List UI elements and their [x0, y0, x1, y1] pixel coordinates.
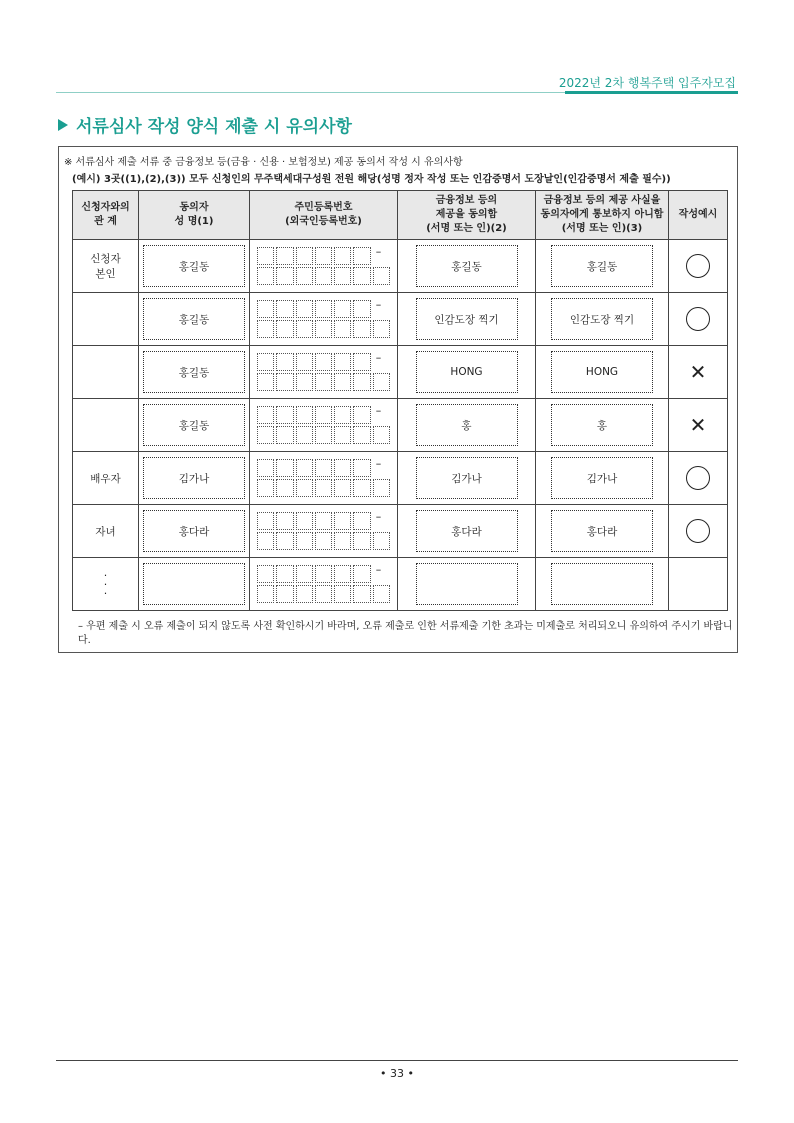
digit-box[interactable] — [373, 267, 390, 285]
digit-box[interactable] — [315, 532, 332, 550]
digit-box[interactable] — [276, 247, 293, 265]
digit-box[interactable] — [315, 300, 332, 318]
page-number: • 33 • — [380, 1067, 414, 1080]
digit-box[interactable] — [276, 565, 293, 583]
digit-box[interactable] — [315, 459, 332, 477]
digit-box[interactable] — [276, 373, 293, 391]
digit-box[interactable] — [334, 585, 351, 603]
footer-note: – 우편 제출 시 오류 제출이 되지 않도록 사전 확인하시기 바라며, 오류 제출로 인한 서류제출 기한 초과는 미제출로 처리되오니 유의하여 주시기 바랍니다. — [78, 621, 733, 646]
circle-icon — [686, 307, 710, 331]
digit-box[interactable] — [276, 300, 293, 318]
consent-signature-field[interactable]: 홍다라 — [416, 510, 518, 552]
header-accent-bar — [565, 91, 738, 94]
consent-signature-cell — [398, 293, 536, 346]
notice-signature-field[interactable]: 홍길동 — [551, 245, 653, 287]
digit-box[interactable] — [257, 320, 274, 338]
notice-signature-field[interactable]: 김가나 — [551, 457, 653, 499]
consent-signature-field[interactable]: 홍 — [416, 404, 518, 446]
circle-icon — [686, 519, 710, 543]
digit-box[interactable] — [257, 532, 274, 550]
consent-signature-cell — [398, 452, 536, 505]
digit-box[interactable] — [257, 479, 274, 497]
consent-signature-cell — [398, 505, 536, 558]
digit-box[interactable] — [257, 353, 274, 371]
name-field[interactable]: 김가나 — [143, 457, 245, 499]
example-cell — [669, 293, 728, 346]
digit-box[interactable] — [334, 267, 351, 285]
digit-box[interactable] — [353, 459, 370, 477]
notice-signature-field[interactable] — [551, 563, 653, 605]
consent-signature-cell — [398, 399, 536, 452]
digit-box[interactable] — [296, 532, 313, 550]
digit-box[interactable] — [315, 585, 332, 603]
registration-number-cell — [250, 452, 398, 505]
relation-cell — [73, 293, 139, 346]
column-header: 작성예시 — [669, 191, 728, 240]
digit-box[interactable] — [353, 406, 370, 424]
digit-box[interactable] — [276, 406, 293, 424]
registration-number-field[interactable] — [256, 352, 391, 392]
digit-box[interactable] — [334, 532, 351, 550]
name-cell — [139, 452, 250, 505]
consent-signature-cell — [398, 558, 536, 611]
table-row — [73, 505, 728, 558]
notice-signature-field[interactable]: 홍다라 — [551, 510, 653, 552]
table-row — [73, 346, 728, 399]
digit-box[interactable] — [315, 426, 332, 444]
registration-number-cell — [250, 346, 398, 399]
registration-number-field[interactable] — [256, 511, 391, 551]
digit-box[interactable] — [353, 479, 370, 497]
consent-signature-cell — [398, 240, 536, 293]
x-mark-icon: ✕ — [689, 413, 707, 437]
example-cell — [669, 346, 728, 399]
registration-number-field[interactable] — [256, 458, 391, 498]
digit-box[interactable] — [353, 532, 370, 550]
table-row — [73, 452, 728, 505]
notice-signature-cell — [536, 505, 669, 558]
circle-icon — [686, 254, 710, 278]
digit-box[interactable] — [257, 373, 274, 391]
dash-separator — [373, 512, 390, 530]
example-cell — [669, 452, 728, 505]
table-header-row — [73, 191, 728, 240]
digit-box[interactable] — [276, 426, 293, 444]
consent-signature-field[interactable]: 홍길동 — [416, 245, 518, 287]
digit-box[interactable] — [373, 373, 390, 391]
digit-box[interactable] — [296, 426, 313, 444]
registration-number-cell — [250, 240, 398, 293]
column-header: 동의자 성 명(1) — [139, 191, 250, 240]
digit-box[interactable] — [276, 532, 293, 550]
digit-box[interactable] — [353, 512, 370, 530]
digit-box[interactable] — [296, 353, 313, 371]
table-row — [73, 293, 728, 346]
triangle-bullet-icon — [58, 119, 68, 131]
registration-number-cell — [250, 558, 398, 611]
digit-box[interactable] — [353, 247, 370, 265]
relation-cell: 신청자 본인 — [73, 240, 139, 293]
section-heading — [58, 112, 352, 137]
digit-box[interactable] — [296, 479, 313, 497]
registration-number-field[interactable] — [256, 405, 391, 445]
notice-signature-cell — [536, 452, 669, 505]
digit-box[interactable] — [296, 247, 313, 265]
name-field[interactable] — [143, 563, 245, 605]
digit-box[interactable] — [276, 479, 293, 497]
notice-signature-cell — [536, 240, 669, 293]
digit-box[interactable] — [373, 585, 390, 603]
digit-box[interactable] — [315, 320, 332, 338]
notice-signature-field[interactable]: 홍 — [551, 404, 653, 446]
digit-box[interactable] — [334, 426, 351, 444]
dash-separator — [373, 406, 390, 424]
dash-separator — [373, 353, 390, 371]
column-header: 금융정보 등의 제공 사실을 동의자에게 통보하지 아니함 (서명 또는 인)(3) — [536, 191, 669, 240]
digit-box[interactable] — [315, 267, 332, 285]
name-cell — [139, 399, 250, 452]
footer-rule — [56, 1060, 738, 1061]
digit-box[interactable] — [257, 565, 274, 583]
digit-box[interactable] — [353, 373, 370, 391]
relation-cell: 배우자 — [73, 452, 139, 505]
digit-box[interactable] — [373, 426, 390, 444]
registration-number-field[interactable] — [256, 246, 391, 286]
name-cell — [139, 505, 250, 558]
note-line-1: ※ 서류심사 제출 서류 중 금융정보 등(금융 · 신용 · 보험정보) 제공 동의서 작성 시 유의사항 — [64, 157, 463, 168]
digit-box[interactable] — [334, 320, 351, 338]
digit-box[interactable] — [257, 247, 274, 265]
digit-box[interactable] — [296, 512, 313, 530]
digit-box[interactable] — [334, 406, 351, 424]
digit-box[interactable] — [257, 459, 274, 477]
consent-form-table — [72, 190, 728, 611]
name-cell — [139, 240, 250, 293]
digit-box[interactable] — [257, 300, 274, 318]
section-title: 서류심사 작성 양식 제출 시 유의사항 — [76, 117, 352, 137]
digit-box[interactable] — [353, 300, 370, 318]
header-title: 2022년 2차 행복주택 입주자모집 — [558, 76, 736, 90]
consent-signature-field[interactable]: HONG — [416, 351, 518, 393]
digit-box[interactable] — [257, 585, 274, 603]
digit-box[interactable] — [334, 353, 351, 371]
digit-box[interactable] — [315, 565, 332, 583]
digit-box[interactable] — [334, 459, 351, 477]
digit-box[interactable] — [296, 267, 313, 285]
notice-signature-cell — [536, 558, 669, 611]
digit-box[interactable] — [276, 459, 293, 477]
consent-signature-field[interactable]: 김가나 — [416, 457, 518, 499]
digit-box[interactable] — [315, 373, 332, 391]
digit-box[interactable] — [276, 353, 293, 371]
digit-box[interactable] — [353, 585, 370, 603]
digit-box[interactable] — [334, 479, 351, 497]
registration-number-cell — [250, 293, 398, 346]
digit-box[interactable] — [296, 459, 313, 477]
dash-separator — [373, 565, 390, 583]
registration-number-field[interactable] — [256, 299, 391, 339]
digit-box[interactable] — [353, 353, 370, 371]
relation-cell — [73, 399, 139, 452]
digit-box[interactable] — [353, 565, 370, 583]
digit-box[interactable] — [353, 426, 370, 444]
name-field[interactable]: 홍길동 — [143, 245, 245, 287]
relation-cell: 자녀 — [73, 505, 139, 558]
digit-box[interactable] — [276, 512, 293, 530]
registration-number-cell — [250, 399, 398, 452]
digit-box[interactable] — [296, 585, 313, 603]
digit-box[interactable] — [296, 406, 313, 424]
registration-number-cell — [250, 505, 398, 558]
digit-box[interactable] — [276, 585, 293, 603]
column-header: 주민등록번호 (외국인등록번호) — [250, 191, 398, 240]
digit-box[interactable] — [334, 373, 351, 391]
digit-box[interactable] — [257, 406, 274, 424]
example-cell — [669, 558, 728, 611]
digit-box[interactable] — [315, 479, 332, 497]
digit-box[interactable] — [276, 320, 293, 338]
digit-box[interactable] — [276, 267, 293, 285]
digit-box[interactable] — [315, 406, 332, 424]
dash-separator — [373, 300, 390, 318]
digit-box[interactable] — [373, 320, 390, 338]
digit-box[interactable] — [334, 247, 351, 265]
digit-box[interactable] — [373, 532, 390, 550]
name-field[interactable]: 홍길동 — [143, 351, 245, 393]
digit-box[interactable] — [315, 353, 332, 371]
notice-signature-cell — [536, 293, 669, 346]
name-cell — [139, 293, 250, 346]
consent-signature-field[interactable]: 인감도장 찍기 — [416, 298, 518, 340]
consent-signature-field[interactable] — [416, 563, 518, 605]
circle-icon — [686, 466, 710, 490]
x-mark-icon: ✕ — [689, 360, 707, 384]
digit-box[interactable] — [373, 479, 390, 497]
name-field[interactable]: 홍길동 — [143, 298, 245, 340]
dash-separator — [373, 247, 390, 265]
name-field[interactable]: 홍다라 — [143, 510, 245, 552]
digit-box[interactable] — [296, 320, 313, 338]
notice-signature-cell — [536, 399, 669, 452]
digit-box[interactable] — [315, 512, 332, 530]
table-row — [73, 558, 728, 611]
digit-box[interactable] — [257, 426, 274, 444]
column-header: 신청자와의 관 계 — [73, 191, 139, 240]
digit-box[interactable] — [334, 565, 351, 583]
dash-separator — [373, 459, 390, 477]
consent-signature-cell — [398, 346, 536, 399]
digit-box[interactable] — [257, 267, 274, 285]
digit-box[interactable] — [296, 565, 313, 583]
registration-number-field[interactable] — [256, 564, 391, 604]
column-header: 금융정보 등의 제공을 동의함 (서명 또는 인)(2) — [398, 191, 536, 240]
name-cell — [139, 346, 250, 399]
example-cell — [669, 240, 728, 293]
relation-cell: · · · — [73, 558, 139, 611]
name-cell — [139, 558, 250, 611]
note-line-2: (예시) 3곳((1),(2),(3)) 모두 신청인의 무주택세대구성원 전원 해당(성명 정자 작성 또는 인감증명서 도장날인(인감증명서 제출 필수)) — [72, 174, 671, 185]
notice-signature-cell — [536, 346, 669, 399]
digit-box[interactable] — [257, 512, 274, 530]
name-field[interactable]: 홍길동 — [143, 404, 245, 446]
relation-cell — [73, 346, 139, 399]
digit-box[interactable] — [296, 373, 313, 391]
example-cell — [669, 399, 728, 452]
notice-signature-field[interactable]: HONG — [551, 351, 653, 393]
digit-box[interactable] — [315, 247, 332, 265]
example-cell — [669, 505, 728, 558]
table-row — [73, 399, 728, 452]
table-row — [73, 240, 728, 293]
digit-box[interactable] — [334, 512, 351, 530]
digit-box[interactable] — [334, 300, 351, 318]
digit-box[interactable] — [353, 267, 370, 285]
notice-signature-field[interactable]: 인감도장 찍기 — [551, 298, 653, 340]
digit-box[interactable] — [353, 320, 370, 338]
digit-box[interactable] — [296, 300, 313, 318]
